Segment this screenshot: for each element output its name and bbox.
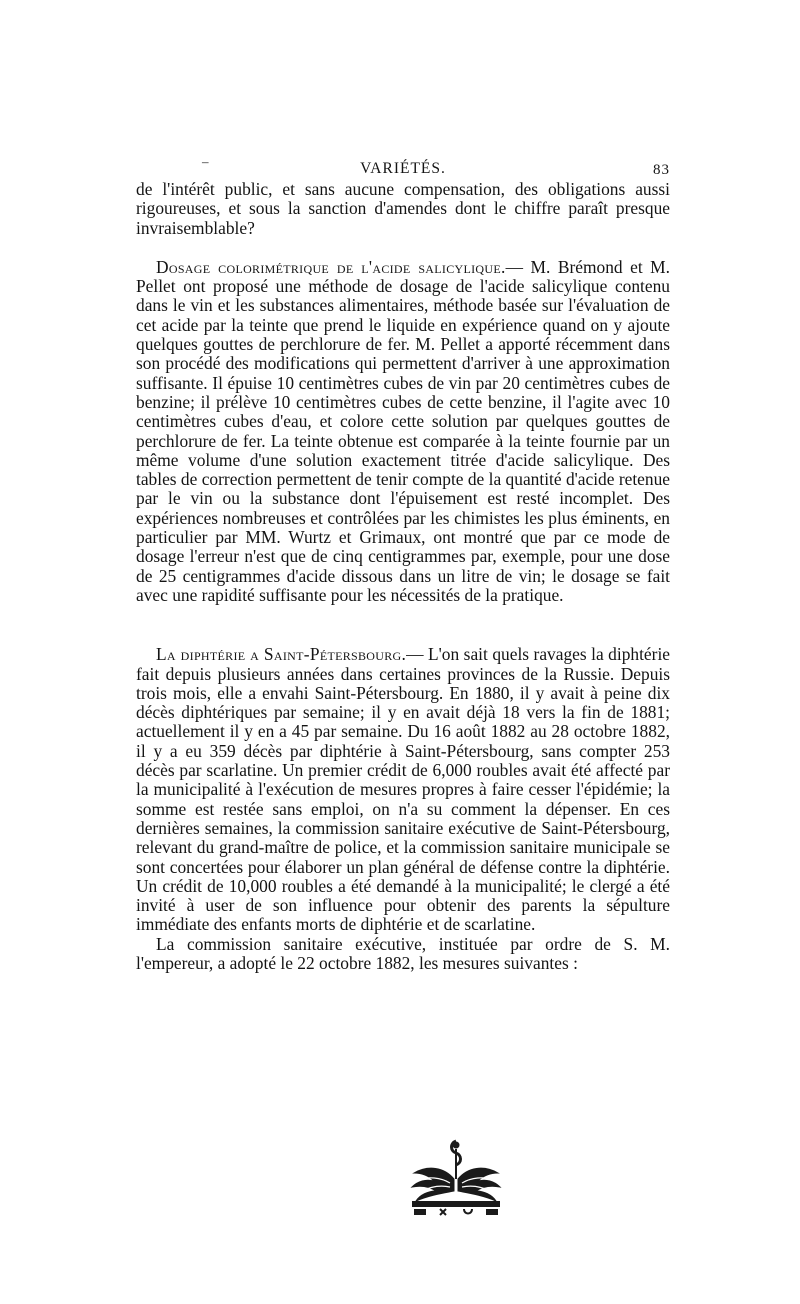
- diphterie-body: — L'on sait quels ravages la diphtérie fait depuis plusieurs années dans certaines provinces de la Russie. Depuis trois mois, elle a envahi Saint-Pétersbourg. En 1880, il y avait à peine dix décès diphtériques par semaine; il y en avait déjà 18 vers la fin de 1881; actuellement il y en a 45 par semaine. Du 16 août 1882 au 28 octobre 1882, il y a eu 359 décès par diphtérie à Saint-Pétersbourg, sans compter 253 décès par scarlatine. Un premier crédit de 6,000 roubles avait été affecté par la municipalité à l'exécution de mesures propres à faire cesser l'épidémie; la somme est restée sans emploi, on n'a su comment la dépenser. En ces dernières semaines, la commission sanitaire exécutive de Saint-Pétersbourg, relevant du grand-maître de police, et la commission sanitaire municipale se sont concertées pour élaborer un plan général de défense contre la diphtérie. Un crédit de 10,000 roubles a été demandé à la municipalité; le clergé a été invité à user de son influence pour obtenir des parents la sépulture immédiate des enfants morts de diphtérie et de scarlatine.: [136, 644, 670, 935]
- header-mark: ‒: [202, 154, 210, 169]
- running-header: [136, 150, 670, 180]
- page-content: [136, 150, 670, 973]
- diphterie-heading: La diphtérie a Saint-Pétersbourg.: [156, 644, 407, 665]
- dosage-body: — M. Brémond et M. Pellet ont proposé une méthode de dosage de l'acide salicylique contenu dans le vin et les substances alimentaires, méthode basée sur l'évaluation de cet acide par la teinte que prend le liquide en expérience quand on y ajoute quelques gouttes de perchlorure de fer. M. Pellet a apporté récemment dans son procédé des modifications qui permettent d'arriver à une approximation suffisante. Il épuise 10 centimètres cubes de vin par 20 centimètres cubes de benzine; il prélève 10 centimètres cubes de cette benzine, il l'agite avec 10 centimètres cubes d'eau, et colore cette solution par quelques gouttes de perchlorure de fer. La teinte obtenue est comparée à la teinte fournie par un même volume d'une solution exactement titrée d'acide salicylique. Des tables de correction permettent de tenir compte de la quantité d'acide retenue par le vin ou la substance dont l'épuisement est resté incomplet. Des expériences nombreuses et contrôlées par les chimistes les plus éminents, en particulier par MM. Wurtz et Grimaux, ont montré que par ce mode de dosage l'erreur n'est que de cinq centigrammes par, exemple, pour une dose de 25 centigrammes d'acide dissous dans un litre de vin; le dosage se fait avec une rapidité suffisante pour les nécessités de la pratique.: [136, 256, 670, 605]
- printer-ornament-icon: [406, 1139, 506, 1217]
- intro-paragraph: de l'intérêt public, et sans aucune compensation, des obligations aussi rigoureuses, et sous la sanction d'amendes dont le chiffre paraît presque invraisemblable?: [136, 179, 670, 238]
- dosage-paragraph: [136, 258, 670, 605]
- diphterie-paragraph: [136, 645, 670, 934]
- dosage-heading: Dosage colorimétrique de l'acide salicylique.: [156, 256, 506, 277]
- header-title: VARIÉTÉS.: [360, 160, 446, 177]
- page-number: 83: [653, 162, 670, 178]
- commission-paragraph: La commission sanitaire exécutive, instituée par ordre de S. M. l'empereur, a adopté le 22 octobre 1882, les mesures suivantes :: [136, 933, 670, 973]
